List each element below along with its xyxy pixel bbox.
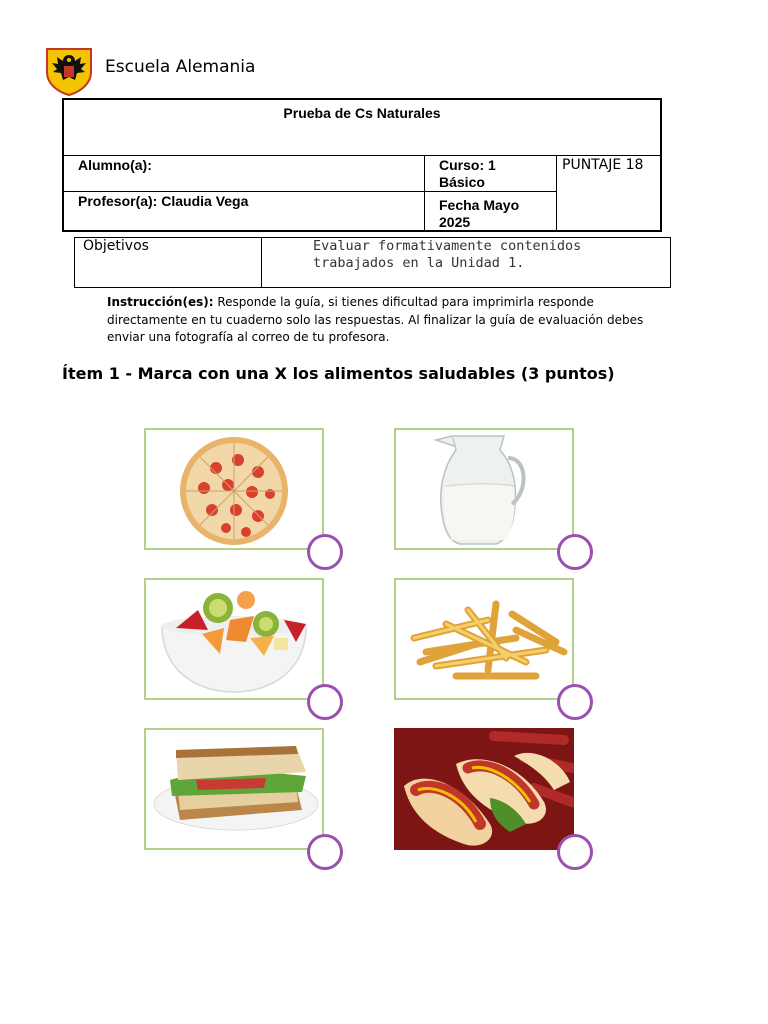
answer-circle-sandwich[interactable] (307, 834, 343, 870)
instructions-paragraph (107, 294, 667, 347)
objectives-text: Evaluar formativamente contenidos trabajados en la Unidad 1. (313, 238, 582, 271)
test-title: Prueba de Cs Naturales (283, 105, 441, 121)
answer-circle-hot-dogs[interactable] (557, 834, 593, 870)
answer-circle-milk[interactable] (557, 534, 593, 570)
answer-circle-french-fries[interactable] (557, 684, 593, 720)
course-line-1: Curso: 1 (439, 157, 496, 173)
date-line-1: Fecha Mayo (439, 197, 520, 213)
objectives-table (74, 237, 671, 288)
answer-circle-fruit-salad[interactable] (307, 684, 343, 720)
sandwich-image (144, 728, 324, 850)
table-divider (424, 155, 425, 232)
teacher-label: Profesor(a): Claudia Vega (78, 193, 249, 209)
instructions-text: Responde la guía, si tienes dificultad para imprimirla responde directamente en tu cuaderno solo las respuestas. Al finalizar la guía de evaluación debes enviar una fotografía al correo de tu profesora. (107, 295, 644, 344)
date-label (439, 197, 519, 231)
table-divider (261, 238, 262, 287)
score-label: PUNTAJE 18 (562, 157, 644, 173)
table-divider (64, 155, 660, 156)
answer-circle-pizza[interactable] (307, 534, 343, 570)
instructions-label: Instrucción(es): (107, 295, 214, 309)
table-divider (556, 155, 557, 232)
objectives-label: Objetivos (83, 238, 149, 254)
course-line-2: Básico (439, 174, 485, 190)
school-name: Escuela Alemania (105, 57, 256, 77)
french-fries-image (394, 578, 574, 700)
school-crest-logo (44, 46, 94, 96)
milk-jug-image (394, 428, 574, 550)
date-line-2: 2025 (439, 214, 471, 230)
item-1-title: Ítem 1 - Marca con una X los alimentos saludables (3 puntos) (62, 364, 615, 383)
student-label: Alumno(a): (78, 157, 152, 173)
test-info-table (62, 98, 662, 232)
fruit-salad-image (144, 578, 324, 700)
hot-dogs-image (394, 728, 574, 850)
table-divider (64, 191, 556, 192)
pizza-image (144, 428, 324, 550)
course-label (439, 157, 496, 191)
